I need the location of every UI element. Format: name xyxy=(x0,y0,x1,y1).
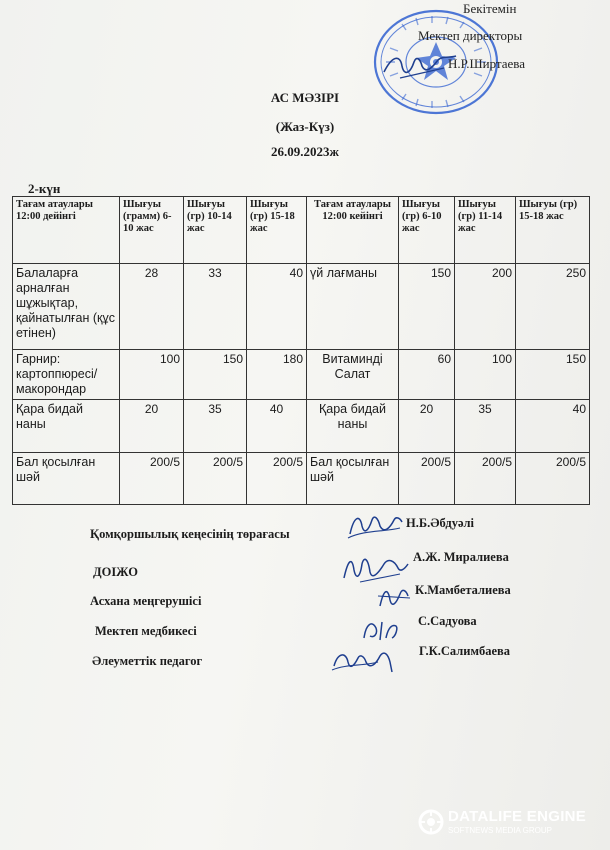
portion-value: 100 xyxy=(455,350,516,400)
signatory-name: К.Мамбеталиева xyxy=(415,583,511,597)
signatory-role: Асхана меңгерушісі xyxy=(90,594,202,608)
portion-value: 180 xyxy=(247,350,307,400)
approval-name: Н.Р.Ширтаева xyxy=(448,56,526,71)
portion-value: 60 xyxy=(399,350,455,400)
dish-name: Қара бидай наны xyxy=(307,400,399,453)
portion-value: 40 xyxy=(247,264,307,350)
dish-name: Балаларға арналған шұжықтар, қайнатылған (құс етінен) xyxy=(13,264,120,350)
portion-value: 28 xyxy=(120,264,184,350)
menu-date: 26.09.2023ж xyxy=(271,144,339,159)
signatory-role: Қомқоршылық кеңесінің төрағасы xyxy=(90,527,290,541)
column-header: Тағам атаулары 12:00 кейінгі xyxy=(307,197,399,264)
dish-name: Витаминді Салат xyxy=(307,350,399,400)
dish-name: Бал қосылған шәй xyxy=(307,453,399,505)
portion-value: 200/5 xyxy=(399,453,455,505)
portion-value: 150 xyxy=(399,264,455,350)
portion-value: 33 xyxy=(184,264,247,350)
dish-name: Қара бидай наны xyxy=(13,400,120,453)
handwritten-signature xyxy=(358,614,404,644)
table-row xyxy=(13,264,590,350)
portion-value: 250 xyxy=(516,264,590,350)
table-row xyxy=(13,350,590,400)
dish-name: Гарнир: картоппюресі/ макорондар xyxy=(13,350,120,400)
column-header: Шығуы (гр) 15-18 жас xyxy=(516,197,590,264)
season-label: (Жаз-Күз) xyxy=(275,119,335,134)
portion-value: 100 xyxy=(120,350,184,400)
signatory-role: Әлеуметтік педагог xyxy=(92,654,203,668)
day-label: 2-күн xyxy=(28,181,61,196)
datalife-logo-icon xyxy=(418,809,444,835)
signatory-name: Н.Б.Әбдуәлі xyxy=(406,516,475,530)
table-row xyxy=(13,400,590,453)
director-signature xyxy=(380,44,460,84)
handwritten-signature xyxy=(374,582,414,612)
column-header: Шығуы (гр) 6-10 жас xyxy=(399,197,455,264)
handwritten-signature xyxy=(328,644,398,678)
handwritten-signature xyxy=(340,550,412,584)
portion-value: 40 xyxy=(516,400,590,453)
portion-value: 35 xyxy=(455,400,516,453)
column-header: Шығуы (гр) 15-18 жас xyxy=(247,197,307,264)
portion-value: 200/5 xyxy=(184,453,247,505)
portion-value: 150 xyxy=(516,350,590,400)
signatory-role: ДОІЖО xyxy=(93,565,138,579)
handwritten-signature xyxy=(344,508,406,542)
approval-position: Мектеп директоры xyxy=(418,28,523,43)
watermark-subtitle: SOFTNEWS MEDIA GROUP xyxy=(448,826,553,835)
signatory-name: Г.К.Салимбаева xyxy=(419,644,511,658)
signatory-name: С.Садуова xyxy=(418,614,477,628)
portion-value: 200/5 xyxy=(247,453,307,505)
dish-name: Бал қосылған шәй xyxy=(13,453,120,505)
menu-table xyxy=(12,196,590,505)
table-header-row xyxy=(13,197,590,264)
portion-value: 200/5 xyxy=(120,453,184,505)
approval-word: Бекітемін xyxy=(463,1,517,16)
portion-value: 40 xyxy=(247,400,307,453)
portion-value: 200/5 xyxy=(455,453,516,505)
dish-name: үй лағманы xyxy=(307,264,399,350)
portion-value: 35 xyxy=(184,400,247,453)
datalife-engine-watermark xyxy=(418,806,598,840)
portion-value: 20 xyxy=(120,400,184,453)
watermark-title: DATALIFE ENGINE xyxy=(448,808,587,825)
column-header: Шығуы (гр) 11-14 жас xyxy=(455,197,516,264)
column-header: Шығуы (грамм) 6-10 жас xyxy=(120,197,184,264)
portion-value: 200 xyxy=(455,264,516,350)
signatory-role: Мектеп медбикесі xyxy=(95,624,197,638)
table-row xyxy=(13,453,590,505)
document-title: АС МӘЗІРІ xyxy=(270,90,340,105)
signatory-name: А.Ж. Миралиева xyxy=(413,550,509,564)
column-header: Шығуы (гр) 10-14 жас xyxy=(184,197,247,264)
portion-value: 150 xyxy=(184,350,247,400)
column-header: Тағам атаулары 12:00 дейінгі xyxy=(13,197,120,264)
portion-value: 20 xyxy=(399,400,455,453)
portion-value: 200/5 xyxy=(516,453,590,505)
